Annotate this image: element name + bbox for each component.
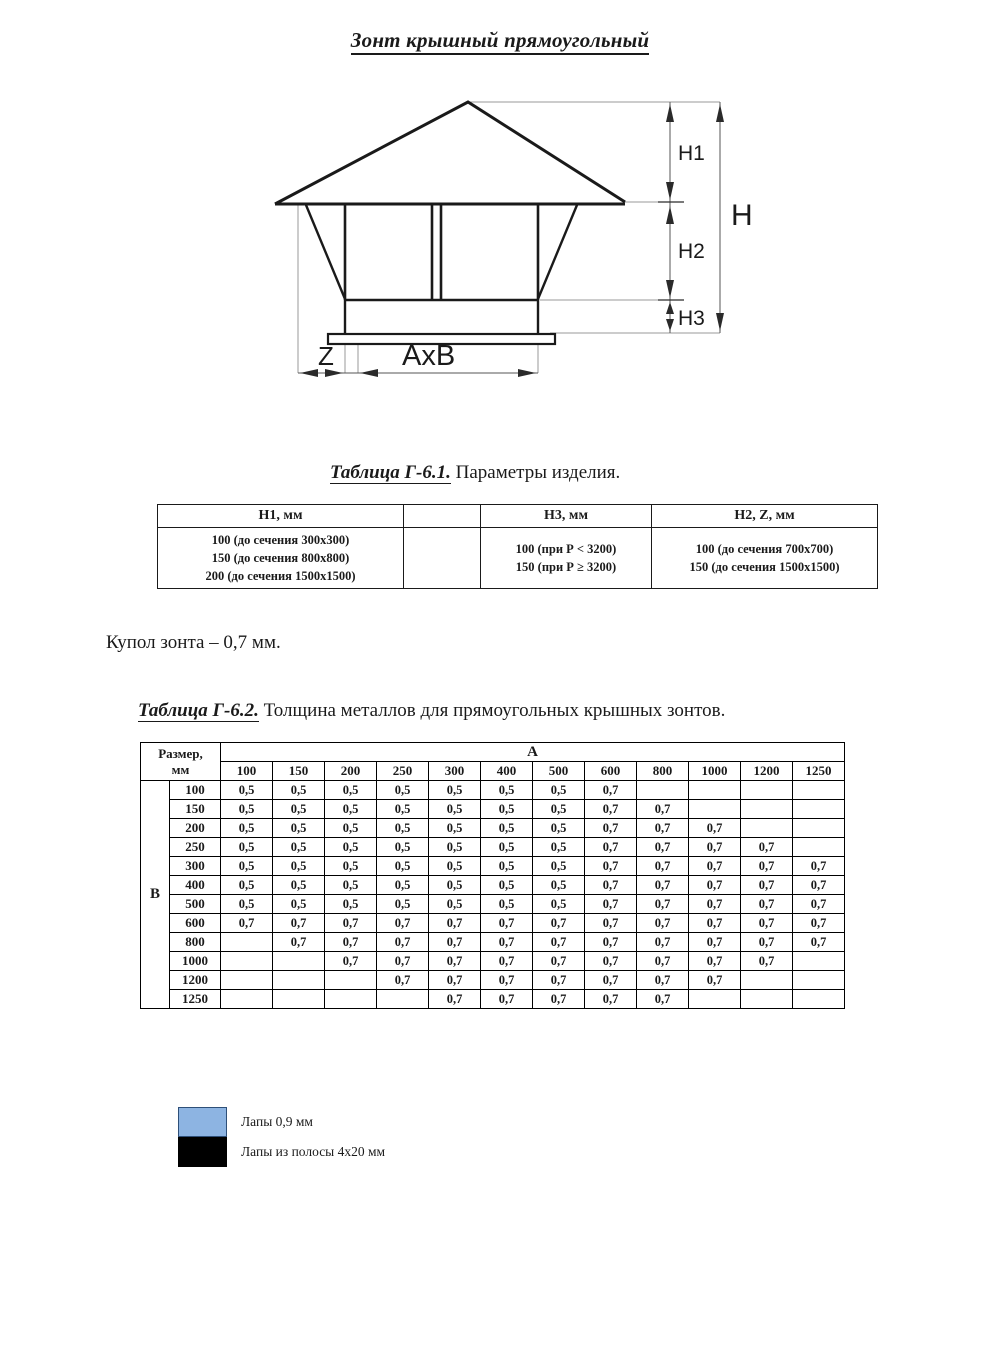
table1-header-row (158, 505, 878, 528)
matrix-cell (793, 819, 845, 838)
matrix-cell: 0,7 (377, 914, 429, 933)
matrix-cell: 0,5 (273, 895, 325, 914)
matrix-col-header-100: 100 (221, 762, 273, 781)
matrix-cell: 0,7 (481, 914, 533, 933)
h1-value-1: 100 (до сечения 300х300) (211, 532, 350, 547)
matrix-cell: 0,7 (533, 952, 585, 971)
matrix-row (141, 838, 845, 857)
matrix-cell: 0,7 (637, 895, 689, 914)
matrix-cell: 0,7 (429, 990, 481, 1009)
matrix-cell: 0,7 (585, 952, 637, 971)
matrix-cell (273, 952, 325, 971)
legend-label-blue: Лапы 0,9 мм (241, 1114, 313, 1129)
matrix-cell: 0,5 (429, 876, 481, 895)
matrix-cell (273, 990, 325, 1009)
matrix-cell (377, 990, 429, 1009)
matrix-cell: 0,7 (689, 895, 741, 914)
h2z-value-2: 150 (до сечения 1500х1500) (689, 560, 840, 574)
matrix-legend (178, 1107, 385, 1167)
matrix-cell: 0,7 (741, 895, 793, 914)
table2-caption-text: Толщина металлов для прямоугольных крышных зонтов. (258, 700, 726, 721)
table1-cell-blank (404, 528, 481, 589)
matrix-row-header-250: 250 (170, 838, 221, 857)
matrix-cell: 0,5 (221, 876, 273, 895)
matrix-cell (325, 971, 377, 990)
cap-thickness-note: Купол зонта – 0,7 мм. (106, 632, 281, 653)
matrix-cell: 0,7 (481, 933, 533, 952)
matrix-cell: 0,7 (377, 952, 429, 971)
matrix-cell: 0,5 (273, 876, 325, 895)
matrix-row-header-100: 100 (170, 781, 221, 800)
matrix-cell: 0,7 (689, 971, 741, 990)
matrix-cell (637, 781, 689, 800)
matrix-cell (793, 838, 845, 857)
table2-caption (138, 700, 725, 722)
matrix-row (141, 990, 845, 1009)
matrix-cell: 0,9 (689, 990, 741, 1009)
matrix-cell: 0,7 (533, 971, 585, 990)
matrix-cell: 0,5 (533, 838, 585, 857)
legend-item-blue (178, 1107, 385, 1137)
matrix-cell: 0,7 (637, 838, 689, 857)
matrix-row-header-1200: 1200 (170, 971, 221, 990)
matrix-col-header-400: 400 (481, 762, 533, 781)
matrix-cell: 0,5 (481, 876, 533, 895)
matrix-cell: 0,5 (377, 838, 429, 857)
matrix-corner-line1: Размер, (158, 745, 203, 761)
matrix-cell: 0,7 (793, 914, 845, 933)
matrix-cell: 0,7 (793, 895, 845, 914)
matrix-cell: 0,7 (637, 876, 689, 895)
legend-label-black: Лапы из полосы 4x20 мм (241, 1144, 386, 1159)
matrix-col-header-200: 200 (325, 762, 377, 781)
matrix-cell: 0,5 (481, 838, 533, 857)
matrix-cell: 0,5 (533, 857, 585, 876)
matrix-cell: 0,5 (325, 876, 377, 895)
matrix-row (141, 819, 845, 838)
matrix-cell: 0,5 (325, 857, 377, 876)
matrix-cell: 0,9 (741, 990, 793, 1009)
matrix-cell: 0,5 (429, 857, 481, 876)
matrix-cell: 0,7 (637, 990, 689, 1009)
matrix-cell: 0,7 (793, 933, 845, 952)
matrix-cell: 0,5 (273, 857, 325, 876)
matrix-cell: 0,7 (533, 933, 585, 952)
matrix-cell: 0,7 (689, 914, 741, 933)
table1-body-row (158, 528, 878, 589)
matrix-cell: 0,7 (533, 914, 585, 933)
matrix-col-header-150: 150 (273, 762, 325, 781)
matrix-cell: 0,5 (377, 876, 429, 895)
matrix-cell: 0,5 (273, 819, 325, 838)
matrix-cell: 0,5 (533, 819, 585, 838)
table1-cell-h3-values (481, 528, 652, 589)
matrix-cell: 0,7 (741, 876, 793, 895)
dimension-label-h2: H2 (678, 240, 705, 263)
matrix-cell: 0,7 (273, 914, 325, 933)
matrix-cell: 0,5 (273, 781, 325, 800)
matrix-axis-label-b: В (141, 781, 170, 1009)
matrix-cell: 0,7 (689, 952, 741, 971)
matrix-cell: 0,5 (221, 838, 273, 857)
matrix-corner-label (141, 743, 221, 781)
matrix-cell: 0,5 (481, 800, 533, 819)
matrix-col-header-600: 600 (585, 762, 637, 781)
matrix-row-header-300: 300 (170, 857, 221, 876)
matrix-cell: 0,7 (689, 876, 741, 895)
matrix-cell: 0,7 (585, 838, 637, 857)
matrix-cell: 0,5 (377, 857, 429, 876)
matrix-row (141, 800, 845, 819)
matrix-corner-line2: мм (171, 761, 190, 777)
matrix-col-header-500: 500 (533, 762, 585, 781)
matrix-cell: 0,7 (689, 838, 741, 857)
matrix-cell: 0,5 (377, 895, 429, 914)
matrix-cell: 0,5 (429, 838, 481, 857)
matrix-cell: 0,5 (481, 819, 533, 838)
matrix-cell: 0,7 (585, 781, 637, 800)
table1-caption-number: Таблица Г-6.1. (330, 462, 451, 483)
matrix-cell: 0,7 (585, 990, 637, 1009)
matrix-cell: 0,5 (377, 800, 429, 819)
matrix-cell: 0,5 (273, 838, 325, 857)
matrix-row-header-600: 600 (170, 914, 221, 933)
matrix-cell (325, 990, 377, 1009)
matrix-cell: 0,9 (793, 990, 845, 1009)
matrix-cell: 0,7 (429, 952, 481, 971)
matrix-cell: 0,7 (741, 914, 793, 933)
matrix-cell: 0,5 (481, 895, 533, 914)
matrix-cell: 0,5 (481, 781, 533, 800)
matrix-cell: 0,7 (325, 914, 377, 933)
metal-thickness-matrix-wrap (140, 742, 845, 1009)
legend-swatch-black-icon (178, 1137, 227, 1167)
matrix-cell: 0,7 (273, 933, 325, 952)
matrix-cell: 0,5 (533, 781, 585, 800)
matrix-cell: 0,5 (325, 800, 377, 819)
matrix-header-row-a (141, 743, 845, 762)
table1-cell-h1-values (158, 528, 404, 589)
dimension-label-h1: H1 (678, 142, 705, 165)
matrix-cell: 0,5 (429, 781, 481, 800)
matrix-row (141, 971, 845, 990)
matrix-cell: 0,5 (325, 819, 377, 838)
table1-cell-h2z-values (652, 528, 878, 589)
matrix-cell: 0,7 (481, 971, 533, 990)
matrix-cell: 0,5 (221, 857, 273, 876)
matrix-cell: 0,7 (793, 876, 845, 895)
matrix-cell: 0,7 (585, 800, 637, 819)
matrix-cell: 0,5 (221, 895, 273, 914)
matrix-row (141, 895, 845, 914)
matrix-cell (793, 781, 845, 800)
dimension-label-h3: H3 (678, 307, 705, 330)
matrix-cell (689, 800, 741, 819)
matrix-cell (741, 819, 793, 838)
matrix-cell: 0,7 (637, 819, 689, 838)
matrix-cell: 0,7 (689, 857, 741, 876)
table1-caption (330, 462, 620, 484)
matrix-cell: 0,7 (741, 857, 793, 876)
matrix-cell: 0,5 (533, 800, 585, 819)
matrix-row (141, 952, 845, 971)
product-technical-drawing (250, 88, 790, 398)
matrix-cell: 0,5 (533, 876, 585, 895)
matrix-row (141, 933, 845, 952)
matrix-cell: 0,7 (585, 914, 637, 933)
product-parameters-table (157, 504, 878, 589)
matrix-cell (741, 800, 793, 819)
matrix-cell: 0,7 (325, 933, 377, 952)
matrix-cell (221, 971, 273, 990)
matrix-header-row-a-values (141, 762, 845, 781)
table1-header-blank (404, 505, 481, 528)
h2z-value-1: 100 (до сечения 700х700) (695, 541, 834, 556)
matrix-cell: 0,7 (533, 990, 585, 1009)
matrix-row-header-400: 400 (170, 876, 221, 895)
matrix-cell: 0,7 (741, 838, 793, 857)
metal-thickness-table (140, 742, 845, 1009)
matrix-cell: 0,5 (221, 819, 273, 838)
matrix-cell: 0,7 (689, 933, 741, 952)
matrix-col-header-1200: 1200 (741, 762, 793, 781)
matrix-cell: 0,9 (793, 952, 845, 971)
matrix-cell: 0,5 (533, 895, 585, 914)
matrix-cell: 0,7 (585, 819, 637, 838)
matrix-cell: 0,7 (585, 933, 637, 952)
table2-caption-number: Таблица Г-6.2. (138, 700, 259, 721)
matrix-cell: 0,7 (793, 857, 845, 876)
legend-swatch-blue-icon (178, 1107, 227, 1137)
h1-value-3: 200 (до сечения 1500х1500) (205, 569, 356, 584)
matrix-row-header-200: 200 (170, 819, 221, 838)
matrix-cell: 0,9 (793, 971, 845, 990)
matrix-col-header-1000: 1000 (689, 762, 741, 781)
matrix-row-header-500: 500 (170, 895, 221, 914)
matrix-cell: 0,5 (429, 895, 481, 914)
matrix-row (141, 914, 845, 933)
h3-value-2: 150 (при Р ≥ 3200) (515, 560, 617, 574)
matrix-cell: 0,5 (377, 781, 429, 800)
matrix-cell: 0,7 (637, 800, 689, 819)
matrix-cell (221, 990, 273, 1009)
matrix-cell: 0,5 (481, 857, 533, 876)
matrix-cell: 0,5 (429, 800, 481, 819)
matrix-cell: 0,7 (429, 914, 481, 933)
matrix-cell: 0,7 (325, 952, 377, 971)
matrix-row-header-150: 150 (170, 800, 221, 819)
page-title-text: Зонт крышный прямоугольный (351, 28, 650, 55)
matrix-cell: 0,7 (585, 895, 637, 914)
matrix-cell: 0,7 (741, 933, 793, 952)
h1-value-2: 150 (до сечения 800х800) (211, 550, 350, 565)
matrix-cell: 0,7 (481, 990, 533, 1009)
matrix-cell (221, 952, 273, 971)
matrix-cell (793, 800, 845, 819)
matrix-cell: 0,5 (221, 800, 273, 819)
table1-header-h2z: H2, Z, мм (652, 505, 878, 528)
matrix-cell (689, 781, 741, 800)
matrix-row-header-1000: 1000 (170, 952, 221, 971)
matrix-cell: 0,7 (429, 971, 481, 990)
matrix-cell: 0,5 (429, 819, 481, 838)
matrix-axis-label-a: A (221, 743, 845, 762)
dimension-label-z: Z (318, 341, 334, 371)
matrix-cell (273, 971, 325, 990)
matrix-row (141, 857, 845, 876)
matrix-cell: 0,7 (585, 857, 637, 876)
matrix-row (141, 781, 845, 800)
matrix-cell: 0,5 (273, 800, 325, 819)
h3-value-1: 100 (при Р < 3200) (515, 541, 617, 556)
matrix-row (141, 876, 845, 895)
matrix-cell: 0,7 (637, 971, 689, 990)
matrix-cell: 0,7 (585, 971, 637, 990)
matrix-row-header-800: 800 (170, 933, 221, 952)
matrix-cell: 0,7 (377, 933, 429, 952)
matrix-col-header-1250: 1250 (793, 762, 845, 781)
table1-caption-text: Параметры изделия. (450, 462, 621, 483)
matrix-cell: 0,7 (637, 914, 689, 933)
matrix-cell: 0,5 (325, 895, 377, 914)
matrix-row-header-1250: 1250 (170, 990, 221, 1009)
matrix-cell: 0,7 (637, 857, 689, 876)
matrix-cell: 0,7 (429, 933, 481, 952)
matrix-cell: 0,9 (741, 971, 793, 990)
matrix-cell: 0,5 (377, 819, 429, 838)
dimension-label-axb: AxB (402, 340, 456, 372)
matrix-cell (221, 933, 273, 952)
matrix-cell (741, 781, 793, 800)
matrix-cell: 0,5 (325, 781, 377, 800)
legend-item-black (178, 1137, 385, 1167)
matrix-cell: 0,7 (741, 952, 793, 971)
matrix-col-header-800: 800 (637, 762, 689, 781)
page-title (0, 28, 1000, 53)
dimension-label-h-total: H (731, 199, 753, 232)
matrix-cell: 0,7 (377, 971, 429, 990)
table1-header-h3: H3, мм (481, 505, 652, 528)
matrix-cell: 0,7 (637, 952, 689, 971)
matrix-cell: 0,7 (481, 952, 533, 971)
matrix-cell: 0,7 (689, 819, 741, 838)
matrix-cell: 0,7 (637, 933, 689, 952)
matrix-col-header-300: 300 (429, 762, 481, 781)
matrix-col-header-250: 250 (377, 762, 429, 781)
matrix-cell: 0,5 (325, 838, 377, 857)
table1-header-h1: H1, мм (158, 505, 404, 528)
matrix-cell: 0,7 (585, 876, 637, 895)
matrix-cell: 0,5 (221, 781, 273, 800)
matrix-cell: 0,7 (221, 914, 273, 933)
